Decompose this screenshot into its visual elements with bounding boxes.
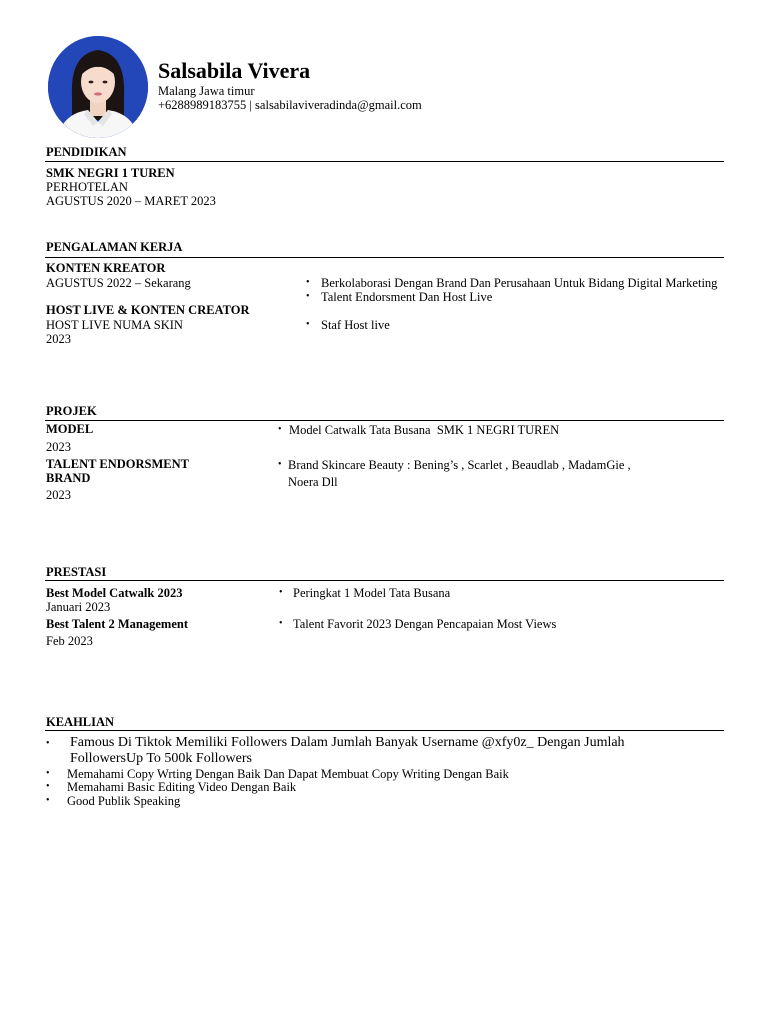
achievement-bullet: Peringkat 1 Model Tata Busana [293,586,451,600]
bullet-icon: • [306,319,310,330]
section-heading-pendidikan: PENDIDIKAN [46,145,127,159]
profile-photo-image [48,36,148,138]
resume-contact: +6288989183755 | salsabilaviveradinda@gmail.com [158,98,422,112]
bullet-icon: • [46,738,50,749]
school-period: AGUSTUS 2020 – MARET 2023 [46,194,216,208]
achievement-date: Feb 2023 [46,634,93,648]
project-bullet: Brand Skincare Beauty : Bening’s , Scarlet , Beaudlab , MadamGie , [288,458,631,472]
project-title: TALENT ENDORSMENT [46,457,189,471]
section-heading-prestasi: PRESTASI [46,565,107,579]
job-title: HOST LIVE & KONTEN CREATOR [46,303,250,317]
profile-photo [48,36,148,138]
section-divider [45,161,724,162]
job-title: KONTEN KREATOR [46,261,166,275]
skill-item: FollowersUp To 500k Followers [70,751,252,766]
bullet-icon: • [279,587,283,598]
bullet-icon: • [306,277,310,288]
resume-name: Salsabila Vivera [158,58,311,83]
achievement-title: Best Model Catwalk 2023 [46,586,183,600]
skill-item: Memahami Basic Editing Video Dengan Baik [67,780,297,794]
section-divider [45,420,724,421]
project-bullet: Noera Dll [288,475,338,489]
job-period: AGUSTUS 2022 – Sekarang [46,276,191,290]
skill-item: Memahami Copy Wrting Dengan Baik Dan Dapat Membuat Copy Writing Dengan Baik [67,767,509,781]
project-year: 2023 [46,488,71,502]
section-heading-projek: PROJEK [46,404,97,418]
bullet-icon: • [278,459,282,470]
project-year: 2023 [46,440,71,454]
job-bullet: Berkolaborasi Dengan Brand Dan Perusahaan Untuk Bidang Digital Marketing [321,276,718,290]
project-bullet: Model Catwalk Tata Busana SMK 1 NEGRI TUREN [289,423,560,437]
bullet-icon: • [278,424,282,435]
job-company: HOST LIVE NUMA SKIN [46,318,183,332]
skill-item: Famous Di Tiktok Memiliki Followers Dalam Jumlah Banyak Username @xfy0z_ Dengan Jumlah [70,735,625,750]
bullet-icon: • [46,768,50,779]
school-major: PERHOTELAN [46,180,128,194]
section-divider [45,580,724,581]
section-heading-keahlian: KEAHLIAN [46,715,115,729]
bullet-icon: • [279,618,283,629]
project-title: MODEL [46,422,94,436]
bullet-icon: • [306,291,310,302]
project-title: BRAND [46,471,91,485]
achievement-bullet: Talent Favorit 2023 Dengan Pencapaian Most Views [293,617,557,631]
school-name: SMK NEGRI 1 TUREN [46,166,175,180]
job-period: 2023 [46,332,71,346]
achievement-date: Januari 2023 [46,600,111,614]
job-bullet: Talent Endorsment Dan Host Live [321,290,493,304]
bullet-icon: • [46,781,50,792]
resume-location: Malang Jawa timur [158,84,255,98]
section-heading-pengalaman: PENGALAMAN KERJA [46,240,183,254]
bullet-icon: • [46,795,50,806]
achievement-title: Best Talent 2 Management [46,617,189,631]
section-divider [45,257,724,258]
job-bullet: Staf Host live [321,318,390,332]
section-divider [45,730,724,731]
skill-item: Good Publik Speaking [67,794,181,808]
